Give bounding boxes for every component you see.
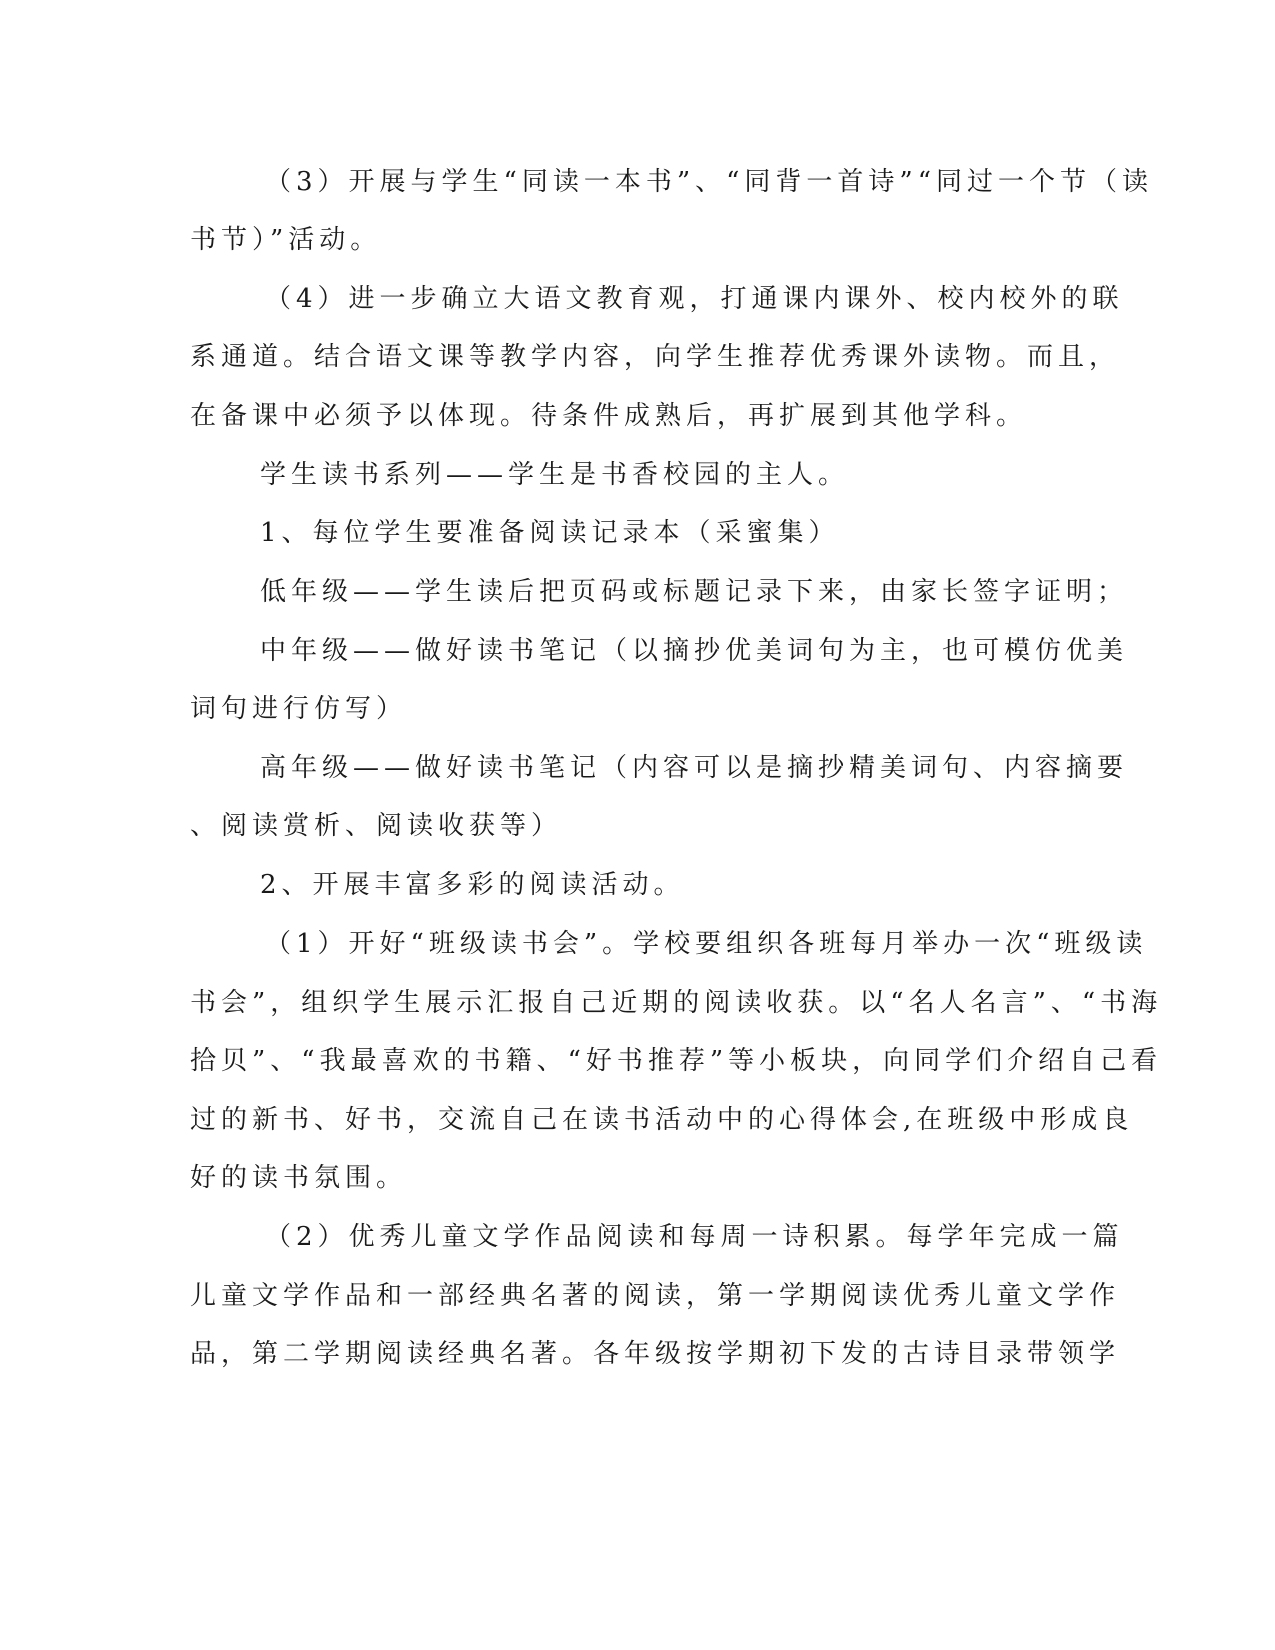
paragraph-line: 书会”，组织学生展示汇报自己近期的阅读收获。以“名人名言”、“书海	[190, 988, 1163, 1018]
paragraph-line: 、阅读赏析、阅读收获等）	[190, 811, 563, 841]
paragraph-line: 中年级——做好读书笔记（以摘抄优美词句为主，也可模仿优美	[260, 636, 1129, 666]
paragraph-line: 系通道。结合语文课等教学内容，向学生推荐优秀课外读物。而且，	[190, 342, 1121, 372]
paragraph-line: 高年级——做好读书笔记（内容可以是摘抄精美词句、内容摘要	[260, 753, 1129, 783]
paragraph-line: （4）进一步确立大语文教育观，打通课内课外、校内校外的联	[265, 284, 1124, 314]
paragraph-line: 2、开展丰富多彩的阅读活动。	[260, 870, 685, 900]
paragraph-line: 品，第二学期阅读经典名著。各年级按学期初下发的古诗目录带领学	[190, 1339, 1121, 1369]
paragraph-line: 书节）”活动。	[190, 225, 382, 255]
paragraph-line: 在备课中必须予以体现。待条件成熟后，再扩展到其他学科。	[190, 401, 1028, 431]
paragraph-line: 词句进行仿写）	[190, 694, 408, 724]
paragraph-line: （3）开展与学生“同读一本书”、“同背一首诗”“同过一个节（读	[265, 167, 1154, 197]
paragraph-line: （1）开好“班级读书会”。学校要组织各班每月举办一次“班级读	[265, 929, 1148, 959]
paragraph-line: 儿童文学作品和一部经典名著的阅读，第一学期阅读优秀儿童文学作	[190, 1281, 1121, 1311]
paragraph-line: 1、每位学生要准备阅读记录本（采蜜集）	[260, 518, 840, 548]
paragraph-line: 拾贝”、“我最喜欢的书籍、“好书推荐”等小板块，向同学们介绍自己看	[190, 1046, 1163, 1076]
paragraph-line: 学生读书系列——学生是书香校园的主人。	[260, 460, 850, 490]
paragraph-line: 低年级——学生读后把页码或标题记录下来，由家长签字证明；	[260, 577, 1129, 607]
paragraph-line: 好的读书氛围。	[190, 1163, 408, 1193]
paragraph-line: 过的新书、好书，交流自己在读书活动中的心得体会,在班级中形成良	[190, 1105, 1134, 1135]
paragraph-line: （2）优秀儿童文学作品阅读和每周一诗积累。每学年完成一篇	[265, 1222, 1124, 1252]
